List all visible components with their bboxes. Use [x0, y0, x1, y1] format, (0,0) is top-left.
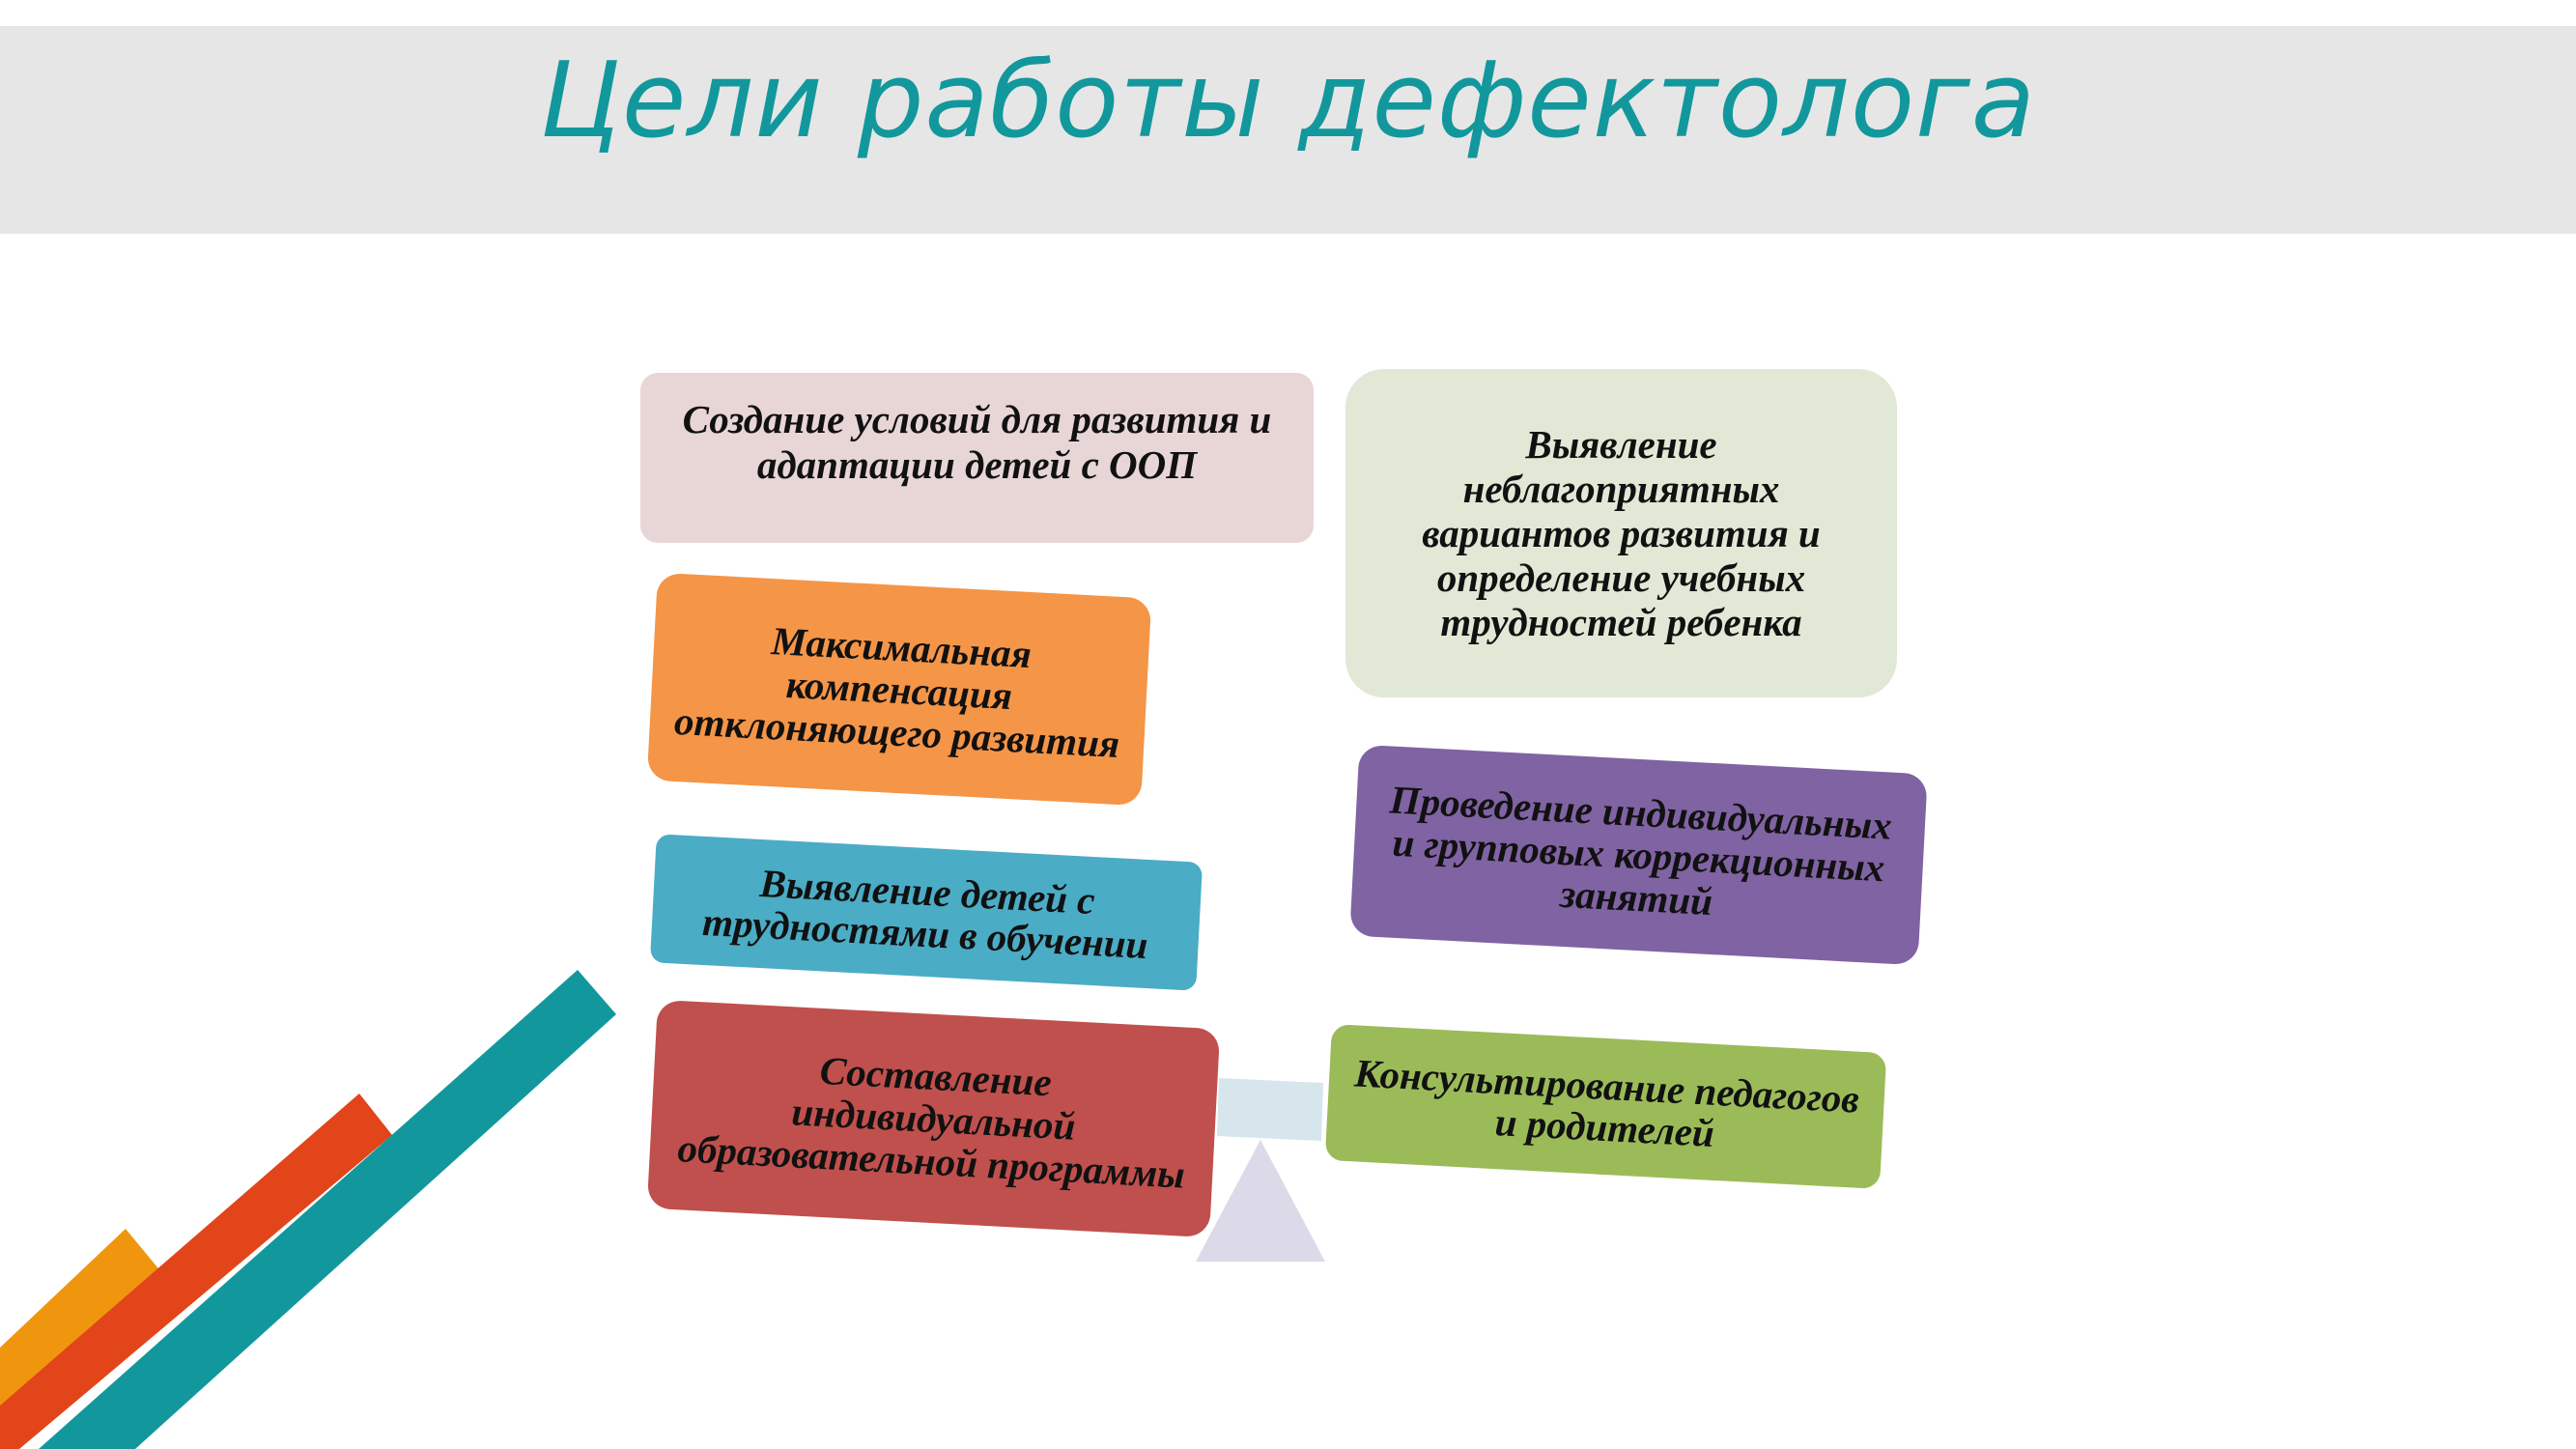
- goal-text: Создание условий для развития и адаптации детей с ООП: [682, 397, 1272, 487]
- goal-text: Выявление детей с трудностями в обучении: [701, 860, 1149, 967]
- goal-box-correction-classes: [1349, 745, 1928, 966]
- goal-box-consulting: [1325, 1024, 1887, 1189]
- stripe-red: [0, 1094, 392, 1449]
- goal-text: Проведение индивидуальных и групповых коррекционных занятий: [1388, 777, 1893, 924]
- goal-text: Выявление неблагоприятных вариантов развития и определение учебных трудностей ребенка: [1422, 422, 1821, 644]
- slide-title: Цели работы дефектолога: [540, 41, 2036, 161]
- goal-box-identification: [1345, 369, 1897, 697]
- goal-text: Составление индивидуальной образовательной программы: [676, 1047, 1186, 1197]
- goal-box-conditions: [640, 373, 1314, 543]
- goal-text: Максимальная компенсация отклоняющего развития: [673, 617, 1121, 766]
- stripe-teal: [39, 970, 616, 1449]
- goal-box-individual-program: [647, 1000, 1221, 1237]
- goal-box-compensation: [647, 573, 1152, 807]
- goal-text: Консультирование педагогов и родителей: [1353, 1049, 1860, 1155]
